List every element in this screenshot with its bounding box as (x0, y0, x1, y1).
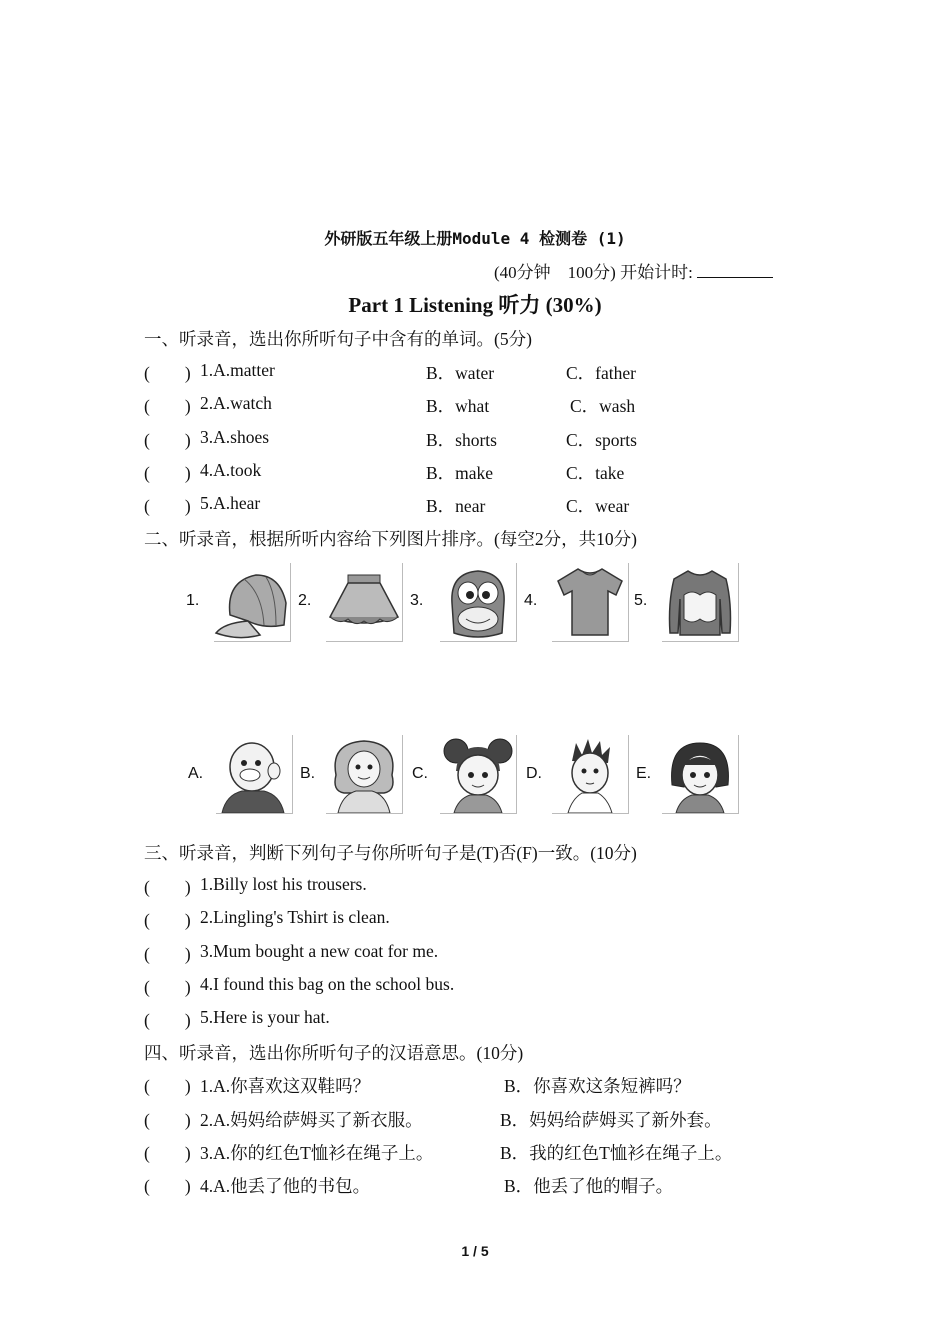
answer-paren[interactable]: ( ) (144, 396, 191, 416)
monkey-backpack-icon (440, 563, 517, 642)
answer-paren[interactable]: ( ) (144, 910, 191, 930)
option-a: 5.A.hear (200, 493, 261, 513)
answer-paren[interactable]: ( ) (144, 363, 191, 383)
option-a: 1.A.matter (200, 360, 275, 380)
sentence: 1.Billy lost his trousers. (200, 874, 367, 894)
answer-paren[interactable]: ( ) (144, 1176, 191, 1196)
answer-paren[interactable]: ( ) (144, 1110, 191, 1130)
picture-letter: A. (188, 765, 204, 782)
option-a: 3.A.shoes (200, 427, 270, 447)
sentence: 4.I found this bag on the school bus. (200, 974, 455, 994)
page-number: 1 / 5 (461, 1243, 489, 1259)
option-a: 2.A.妈妈给萨姆买了新衣服。 (200, 1110, 423, 1130)
option-c: C．father (566, 363, 636, 383)
answer-paren[interactable]: ( ) (144, 496, 191, 516)
option-a: 4.A.他丢了他的书包。 (200, 1176, 371, 1196)
cap-icon (214, 563, 291, 642)
part-title: Part 1 Listening 听力 (30%) (348, 293, 602, 317)
answer-paren[interactable]: ( ) (144, 1076, 191, 1096)
page-title: 外研版五年级上册Module 4 检测卷 (1) (324, 229, 626, 248)
option-c: C．take (566, 463, 625, 483)
answer-paren[interactable]: ( ) (144, 463, 191, 483)
answer-paren[interactable]: ( ) (144, 944, 191, 964)
picture-number: 5. (634, 592, 648, 609)
section3-heading: 三、听录音，判断下列句子与你所听句子是(T)否(F)一致。(10分) (144, 843, 637, 863)
section2-heading: 二、听录音，根据所听内容给下列图片排序。(每空2分，共10分) (144, 529, 637, 549)
picture-number: 3. (410, 592, 424, 609)
option-a: 1.A.你喜欢这双鞋吗？ (200, 1076, 371, 1096)
option-b: B．shorts (426, 430, 497, 450)
picture-letter: B. (300, 765, 316, 782)
girl-bob-icon (662, 735, 739, 814)
answer-paren[interactable]: ( ) (144, 1010, 191, 1030)
option-b: B．water (426, 363, 495, 383)
picture-letter: D. (526, 765, 542, 782)
option-c: C．wash (570, 396, 636, 416)
option-b: B．what (426, 396, 490, 416)
sweater-icon (662, 563, 739, 642)
option-c: C．sports (566, 430, 637, 450)
answer-paren[interactable]: ( ) (144, 430, 191, 450)
time-info (494, 258, 773, 283)
answer-paren[interactable]: ( ) (144, 1143, 191, 1163)
section1-heading: 一、听录音，选出你所听句子中含有的单词。(5分) (144, 329, 532, 349)
option-b: B．妈妈给萨姆买了新外套。 (500, 1110, 722, 1130)
picture-letter: C. (412, 765, 428, 782)
picture-number: 2. (298, 592, 312, 609)
picture-letter: E. (636, 765, 652, 782)
option-b: B．你喜欢这条短裤吗？ (504, 1076, 691, 1096)
boy-bald-icon (216, 735, 293, 814)
option-c: C．wear (566, 496, 630, 516)
tshirt-icon (552, 563, 629, 642)
woman-curly-icon (326, 735, 403, 814)
boy-spiky-icon (552, 735, 629, 814)
start-time-blank[interactable] (697, 263, 773, 278)
skirt-icon (326, 563, 403, 642)
option-b: B．make (426, 463, 494, 483)
answer-paren[interactable]: ( ) (144, 977, 191, 997)
section4-heading: 四、听录音，选出你所听句子的汉语意思。(10分) (144, 1043, 524, 1063)
option-a: 4.A.took (200, 460, 262, 480)
sentence: 3.Mum bought a new coat for me. (200, 941, 439, 961)
option-a: 3.A.你的红色T恤衫在绳子上。 (200, 1143, 434, 1163)
option-b: B．他丢了他的帽子。 (504, 1176, 674, 1196)
option-b: B．我的红色T恤衫在绳子上。 (500, 1143, 733, 1163)
option-b: B．near (426, 496, 486, 516)
time-text: (40分钟 100分) 开始计时: (494, 263, 693, 282)
sentence: 5.Here is your hat. (200, 1007, 330, 1027)
answer-paren[interactable]: ( ) (144, 877, 191, 897)
sentence: 2.Lingling's Tshirt is clean. (200, 907, 390, 927)
picture-number: 1. (186, 592, 200, 609)
picture-number: 4. (524, 592, 538, 609)
option-a: 2.A.watch (200, 393, 272, 413)
girl-buns-icon (440, 735, 517, 814)
